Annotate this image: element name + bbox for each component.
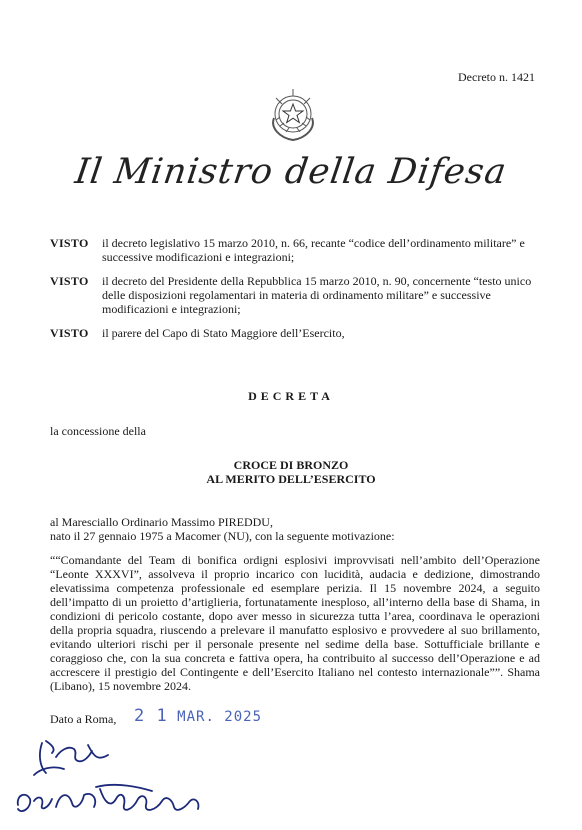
visto-text: il parere del Capo di Stato Maggiore dell’Esercito,: [102, 326, 345, 340]
visto-label: VISTO: [50, 326, 89, 340]
recipient-birth: nato il 27 gennaio 1975 a Macomer (NU), con la seguente motivazione:: [50, 529, 395, 543]
visto-text: il decreto legislativo 15 marzo 2010, n. 66, recante “codice dell’ordinamento militare” e successive modificazioni e integrazioni;: [102, 236, 525, 264]
award-title-line1: CROCE DI BRONZO: [233, 458, 349, 472]
visto-list: [50, 236, 540, 350]
dato-a-roma: Dato a Roma,: [50, 712, 117, 726]
emblem-repubblica-italiana-icon: [262, 84, 324, 146]
stamp-day: 2 1: [134, 706, 168, 726]
concessione-text: la concessione della: [50, 424, 146, 438]
award-title-line2: AL MERITO DELL’ESERCITO: [206, 472, 376, 486]
recipient-block: [50, 515, 395, 543]
visto-item: [50, 274, 540, 316]
decree-number: Decreto n. 1421: [458, 70, 535, 84]
award-title: [0, 458, 582, 486]
visto-item: [50, 326, 540, 340]
decreta-heading: DECRETA: [248, 389, 334, 403]
visto-text: il decreto del Presidente della Repubblica 15 marzo 2010, n. 90, concernente “testo unico delle disposizioni regolamentari in materia di ordinamento militare” e successive modificazioni e integrazioni;: [102, 274, 532, 316]
visto-item: [50, 236, 540, 264]
ministro-title: Il Ministro della Difesa: [72, 152, 510, 192]
visto-label: VISTO: [50, 274, 89, 288]
recipient-name: al Maresciallo Ordinario Massimo PIREDDU,: [50, 515, 273, 529]
handwritten-signature: [12, 735, 212, 825]
date-stamp: [134, 706, 262, 726]
visto-label: VISTO: [50, 236, 89, 250]
motivazione-text: ““Comandante del Team di bonifica ordigni esplosivi improvvisati nell’ambito dell’Operazione “Leonte XXXVI”, assolveva il proprio incarico con lucidità, audacia e dedizione, dimostrando elevatissima competenza professionale ed esemplare perizia. Il 15 novembre 2024, a seguito dell’impatto di un proietto d’artiglieria, fortunatamente inesploso, all’interno della base di Shama, in condizioni di pericolo costante, dopo aver messo in sicurezza tutta l’area, coordinava le operazioni della propria squadra, riuscendo a prelevare il manufatto esplosivo e provvedere al suo brillamento, evitando ulteriori rischi per il personale presente nel sedime della base. Sottufficiale brillante e coraggioso che, con la sua concreta e fattiva opera, ha contribuito al successo dell’Operazione e ad accrescere il prestigio del Contingente e dell’Esercito Italiano nel contesto internazionale””. Shama (Libano), 15 novembre 2024.: [50, 553, 540, 693]
stamp-month-year: MAR. 2025: [177, 709, 263, 725]
